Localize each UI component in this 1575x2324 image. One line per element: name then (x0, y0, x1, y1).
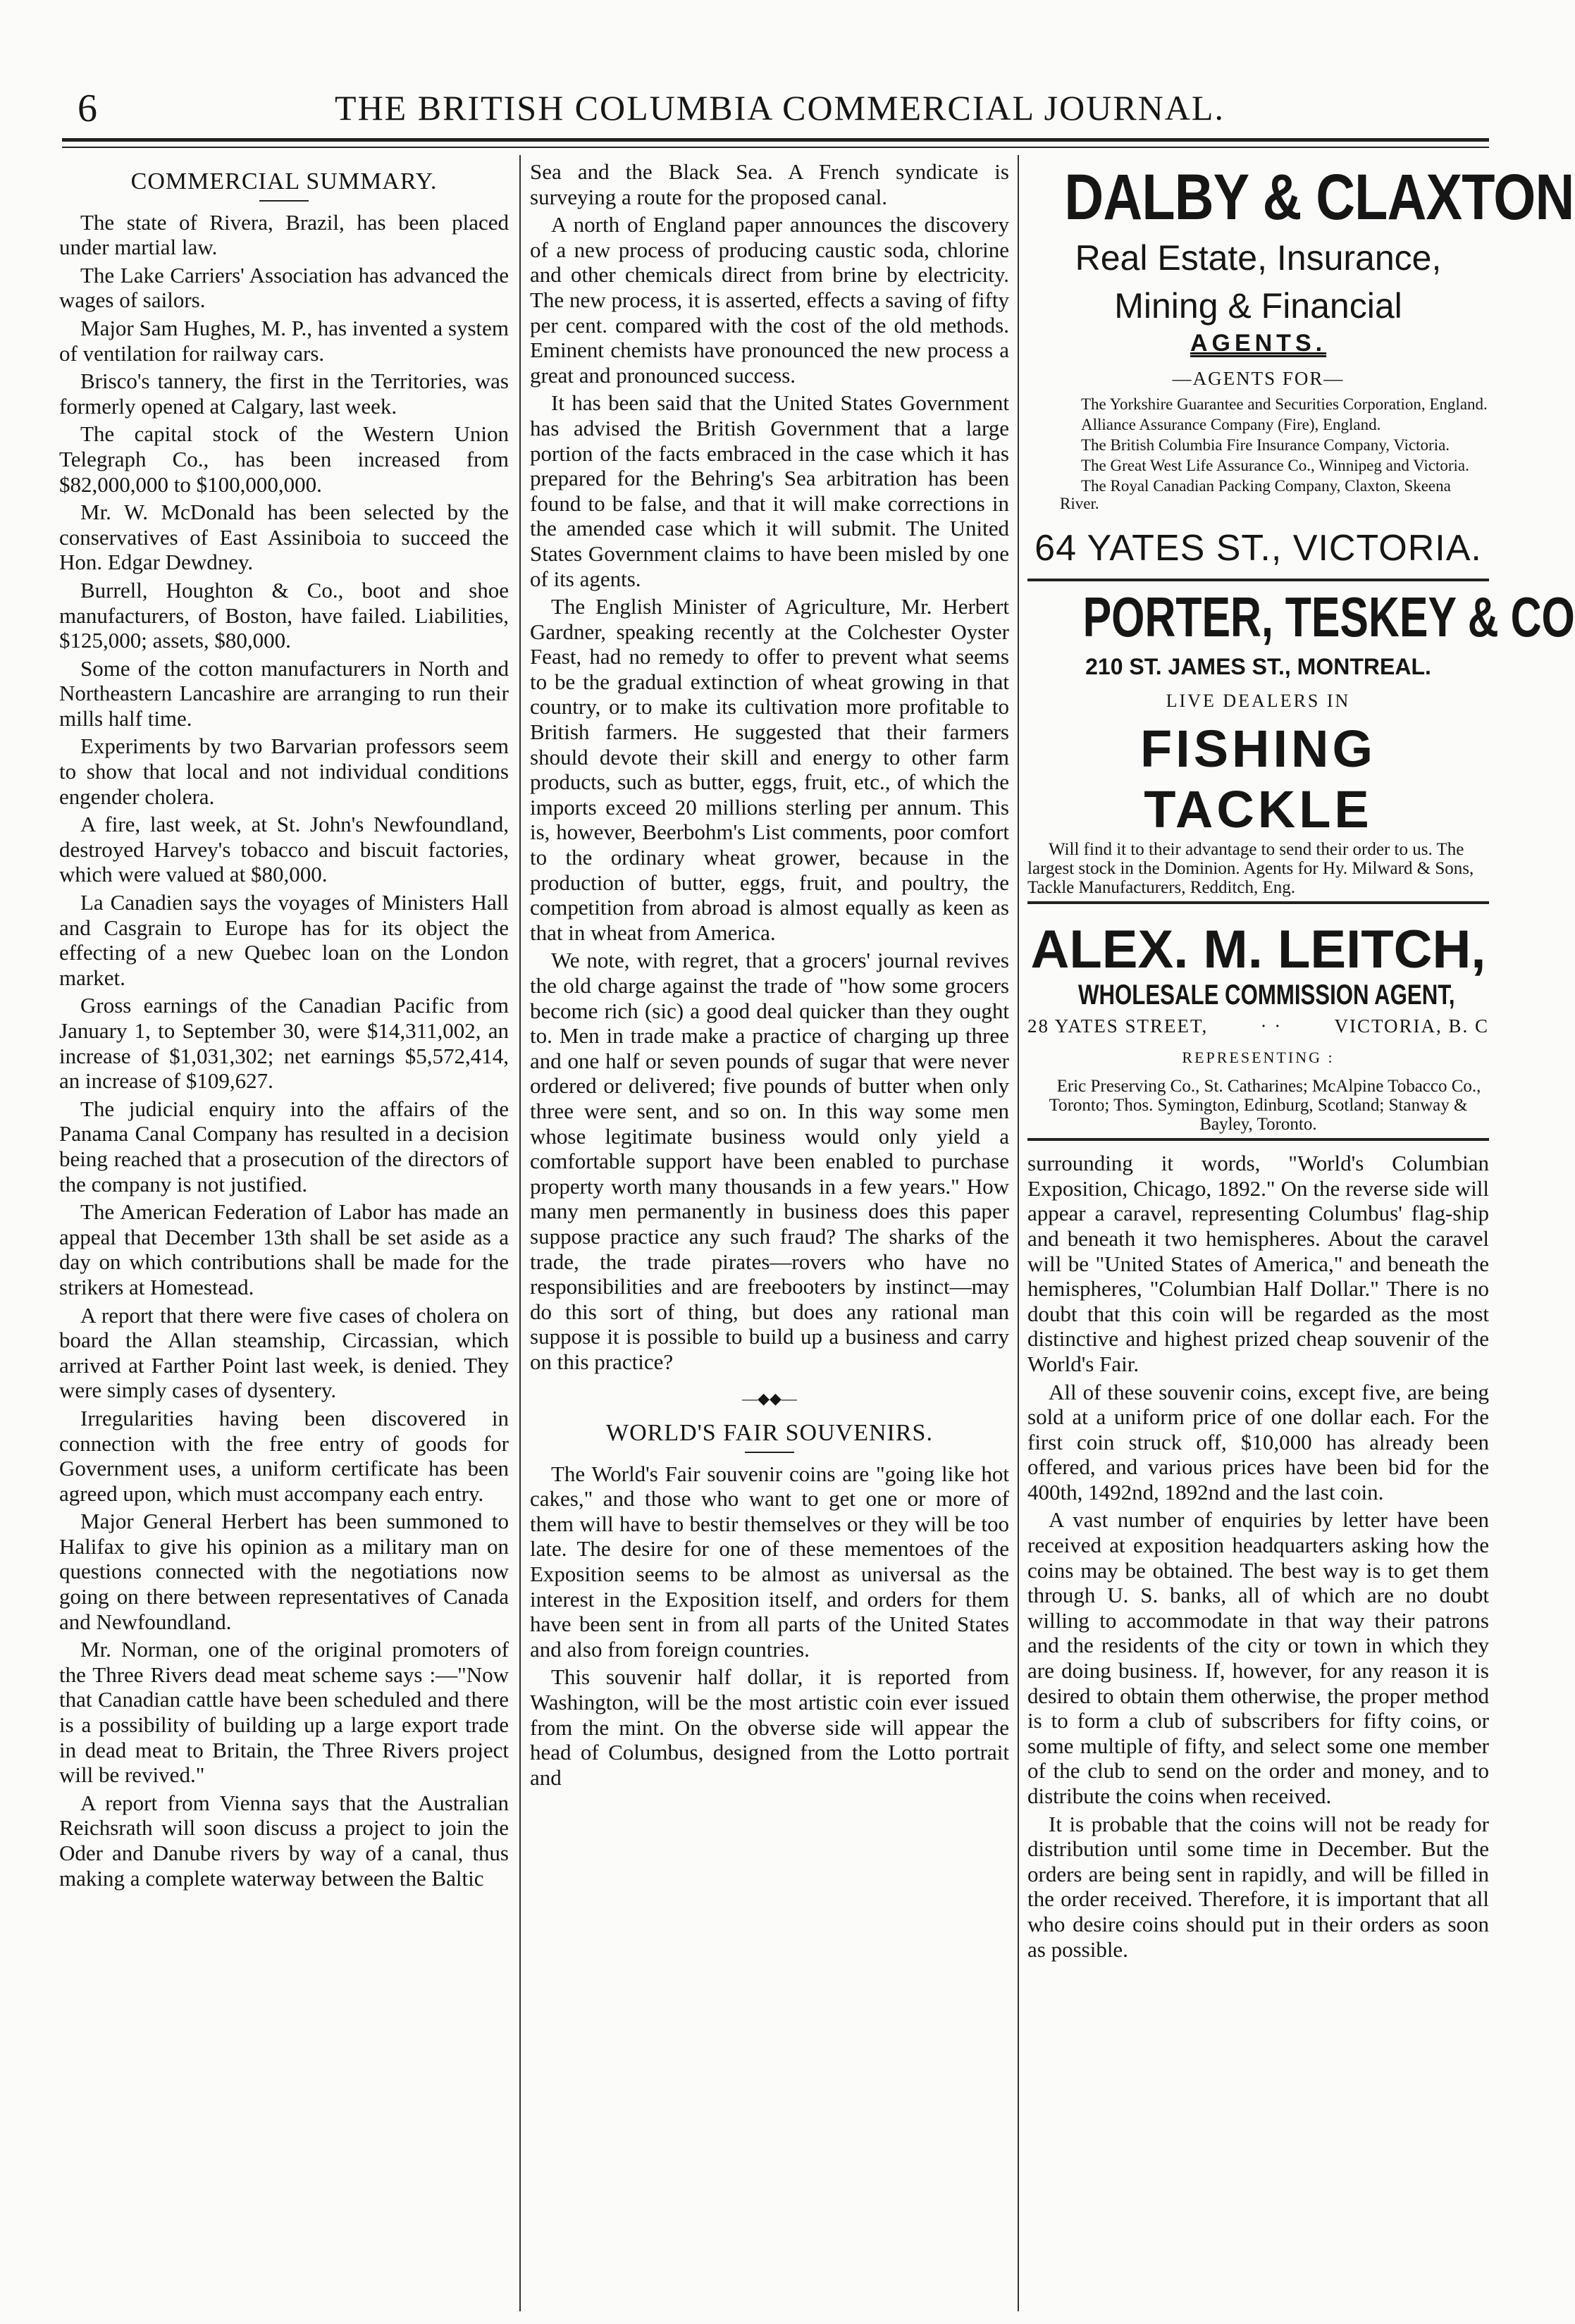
news-item: The Lake Carriers' Association has advanced the wages of sailors. (59, 262, 509, 313)
news-item: Mr. Norman, one of the original promoters of the Three Rivers dead meat scheme says :—"Now that Canadian cattle have been scheduled and there is a possibility of building up a large export trade in dead meat to Britain, the Three Rivers project will be revived." (59, 1637, 509, 1788)
news-item: The American Federation of Labor has made an appeal that December 13th shall be set aside as a day on which contributions shall be made for the strikers at Homestead. (59, 1199, 509, 1299)
ad-subheading: —AGENTS FOR— (1172, 367, 1345, 389)
news-item: We note, with regret, that a grocers' journal revives the old charge against the trade of "how some grocers become rich (sic) a good deal quicker than they ought to. Men in trade make a practice of charging up three and one half or seven pounds of sugar that were never ordered or delivered; five pounds of butter when only three were sent, and so on. In this way some men whose legitimate business would only yield a comfortable support have been enabled to purchase property worth many thousands in a few years." How many men permanently in business does this paper suppose practice any such fraud? The sharks of the trade, the trade pirates—rovers who have no responsibilities and are freebooters by instinct—may do this sort of thing, but does any rational man suppose it is possible to build up a business and carry on this practice? (530, 948, 1009, 1374)
ad-divider (1027, 579, 1489, 581)
column-divider (1018, 155, 1019, 2311)
news-item: The English Minister of Agriculture, Mr. Herbert Gardner, speaking recently at the Colchester Oyster Feast, had no remedy to offer to prevent what seems to be the gradual extinction of wheat growing in that country, or to make its cultivation more profitable to British farmers. He suggested that their farmers should devote their skill and energy to other farm products, such as butter, eggs, fruit, etc., of which the imports exceed 20 millions sterling per annum. This is, however, Beerbohm's List comments, poor comfort to the ordinary wheat grower, because in the production of butter, eggs, fruit, and poultry, the competition from abroad is almost equally as keen as that in wheat from America. (530, 594, 1009, 945)
news-item: Major General Herbert has been summoned to Halifax to give his opinion as a military man on questions connected with the negotiations now going on there between representatives of Canada and Newfoundland. (59, 1509, 509, 1634)
ad-agency-item: The Great West Life Assurance Co., Winnipeg and Victoria. (1081, 457, 1469, 475)
ad-agency-item: The Royal Canadian Packing Company, Claxton, Skeena River. (1060, 477, 1451, 513)
news-item: Sea and the Black Sea. A French syndicate is surveying a route for the proposed canal. (530, 159, 1009, 209)
ad-firm-name: ALEX. M. LEITCH, (1030, 920, 1486, 980)
news-item: The state of Rivera, Brazil, has been placed under martial law. (59, 209, 509, 260)
section-heading: COMMERCIAL SUMMARY. (130, 168, 438, 194)
ad-firm-name: PORTER, TESKEY & CO (1082, 586, 1575, 649)
ad-address: 64 YATES ST., VICTORIA. (1034, 528, 1482, 569)
ad-body: Eric Preserving Co., St. Catharines; McAlpine Tobacco Co., Toronto; Thos. Symington, Edinburg, Scotland; Stanway & Bayley, Toronto. (1049, 1077, 1481, 1135)
ad-firm-name: DALBY & CLAXTON (1064, 161, 1574, 233)
ad-line: Mining & Financial (1114, 286, 1402, 326)
header-rule-thin (62, 147, 1489, 148)
header-rule (62, 138, 1489, 142)
ad-agency-item: The British Columbia Fire Insurance Company, Victoria. (1081, 436, 1450, 455)
news-item: It has been said that the United States Government has advised the British Government that a large portion of the facts embraced in the case which it has prepared for the Behring's Sea arbitration has been found to be false, and that it will make corrections in the amended case which it will submit. The United States Government claims to have been misled by one of its agents. (530, 390, 1009, 591)
news-item: La Canadien says the voyages of Ministers Hall and Casgrain to Europe has for its object the effecting of a new Quebec loan on the London market. (59, 890, 509, 990)
article-paragraph: A vast number of enquiries by letter have been received at exposition headquarters asking how the coins may be obtained. The best way is to get them through U. S. banks, all of which are no doubt willing to accommodate in that way their patrons and the residents of the city or town in which they are doing business. If, however, for any reason it is desired to obtain them otherwise, the proper method is to form a club of subscribers for fifty coins, or some multiple of fifty, and select some one member of the club to send on the order and money, and to distribute the coins when received. (1027, 1507, 1489, 1808)
ad-address: 210 ST. JAMES ST., MONTREAL. (1085, 654, 1431, 680)
ad-city: VICTORIA, B. C (1334, 1015, 1489, 1037)
news-item: Brisco's tannery, the first in the Territories, was formerly opened at Calgary, last week. (59, 369, 509, 419)
heading-rule (745, 1452, 794, 1453)
article-paragraph: It is probable that the coins will not be ready for distribution until some time in December. But the orders are being sent in rapidly, and will be filled in the order received. Therefore, it is important that all who desire coins should put in their orders as soon as possible. (1027, 1811, 1489, 1962)
ad-divider (1027, 901, 1489, 904)
journal-title: THE BRITISH COLUMBIA COMMERCIAL JOURNAL. (335, 88, 1225, 128)
ad-line: Real Estate, Insurance, (1075, 238, 1442, 278)
ad-divider (1027, 1138, 1489, 1141)
news-item: A report that there were five cases of cholera on board the Allan steamship, Circassian, which arrived at Farther Point last week, is denied. They were simply cases of dysentery. (59, 1302, 509, 1403)
column-divider (519, 155, 521, 2311)
news-item: Major Sam Hughes, M. P., has invented a system of ventilation for railway cars. (59, 315, 509, 366)
news-item: The judicial enquiry into the affairs of the Panama Canal Company has resulted in a decision being reached that a prosecution of the directors of the company is not justified. (59, 1096, 509, 1197)
news-item: Irregularities having been discovered in connection with the free entry of goods for Government uses, a uniform certificate has been agreed upon, which must accompany each entry. (59, 1405, 509, 1506)
advertisement-porter-teskey (1027, 586, 1575, 898)
news-item: Some of the cotton manufacturers in North and Northeastern Lancashire are arranging to run their mills half time. (59, 655, 509, 731)
news-item: The capital stock of the Western Union Telegraph Co., has been increased from $82,000,000 to $100,000,000. (59, 421, 509, 497)
news-item: A report from Vienna says that the Australian Reichsrath will soon discuss a project to join the Oder and Danube rivers by way of a canal, thus making a complete waterway between the Baltic (59, 1790, 509, 1891)
column-middle (530, 159, 1009, 2308)
section-heading-worlds-fair: WORLD'S FAIR SOUVENIRS. (606, 1420, 933, 1447)
ad-agency-item: The Yorkshire Guarantee and Securities Corporation, England. (1081, 395, 1488, 414)
ad-street: 28 YATES STREET, (1027, 1015, 1209, 1037)
news-item: A fire, last week, at St. John's Newfoundland, destroyed Harvey's tobacco and biscuit factories, which were valued at $80,000. (59, 812, 509, 887)
article-paragraph: surrounding it words, "World's Columbian Exposition, Chicago, 1892." On the reverse side will appear a caravel, representing Columbus' flag-ship and beneath it two hemispheres. About the caravel will be "United States of America," and beneath the hemispheres, "Columbian Half Dollar." There is no doubt that this coin will be regarded as the most distinctive and highest prized cheap souvenir of the World's Fair. (1027, 1151, 1489, 1376)
news-item: Burrell, Houghton & Co., boot and shoe manufacturers, of Boston, have failed. Liabilities, $125,000; assets, $80,000. (59, 577, 509, 653)
ad-line: AGENTS. (1190, 330, 1327, 357)
page-number: 6 (78, 87, 97, 130)
news-item: Gross earnings of the Canadian Pacific from January 1, to September 30, were $14,311,002, an increase of $1,031,302; net earnings $5,572,414, an increase of $109,627. (59, 993, 509, 1094)
ad-headline: FISHING TACKLE (1139, 719, 1377, 839)
advertisement-alex-leitch (1027, 918, 1489, 1134)
ad-address (1027, 1014, 1489, 1039)
news-item: A north of England paper announces the discovery of a new process of producing caustic soda, chlorine and other chemicals direct from brine by electricity. The new process, it is asserted, effects a saving of fifty per cent. compared with the cost of the old methods. Eminent chemists have pronounced the new process a great and pronounced success. (530, 212, 1009, 388)
news-item: Experiments by two Barvarian professors seem to show that local and not individual conditions engender cholera. (59, 734, 509, 809)
column-advertisements (1027, 159, 1575, 2308)
ad-subheading: REPRESENTING : (1182, 1048, 1335, 1066)
page-header (0, 0, 1559, 148)
article-paragraph: This souvenir half dollar, it is reported from Washington, will be the most artistic coin ever issued from the mint. On the obverse side will appear the head of Columbus, designed from the Lotto portrait and (530, 1664, 1009, 1790)
article-paragraph: The World's Fair souvenir coins are "going like hot cakes," and those who want to get one or more of them will have to bestir themselves or they will be too late. The desire for one of these mementoes of the Exposition seems to be almost as universal as the interest in the Exposition itself, and orders for them have been sent in from all parts of the United States and also from foreign countries. (530, 1461, 1009, 1662)
ad-line: WHOLESALE COMMISSION AGENT, (1078, 979, 1455, 1011)
ad-separator: · · (1260, 1015, 1283, 1037)
advertisement-dalby-claxton (1027, 161, 1574, 574)
ornament-divider: —◆◆— (742, 1389, 797, 1407)
news-item: Mr. W. McDonald has been selected by the conservatives of East Assiniboia to succeed the Hon. Edgar Dewdney. (59, 500, 509, 575)
column-commercial-summary (59, 159, 509, 2308)
ad-body: Will find it to their advantage to send their order to us. The largest stock in the Dominion. Agents for Hy. Milward & Sons, Tackle Manufacturers, Redditch, Eng. (1027, 840, 1474, 898)
ad-agency-item: Alliance Assurance Company (Fire), England. (1081, 416, 1381, 434)
article-paragraph: All of these souvenir coins, except five, are being sold at a uniform price of one dollar each. For the first coin struck off, $10,000 has already been offered, and various prices have been bid for the 400th, 1492nd, 1892nd and the last coin. (1027, 1379, 1489, 1504)
ad-subheading: LIVE DEALERS IN (1166, 690, 1351, 711)
heading-rule (259, 200, 309, 202)
